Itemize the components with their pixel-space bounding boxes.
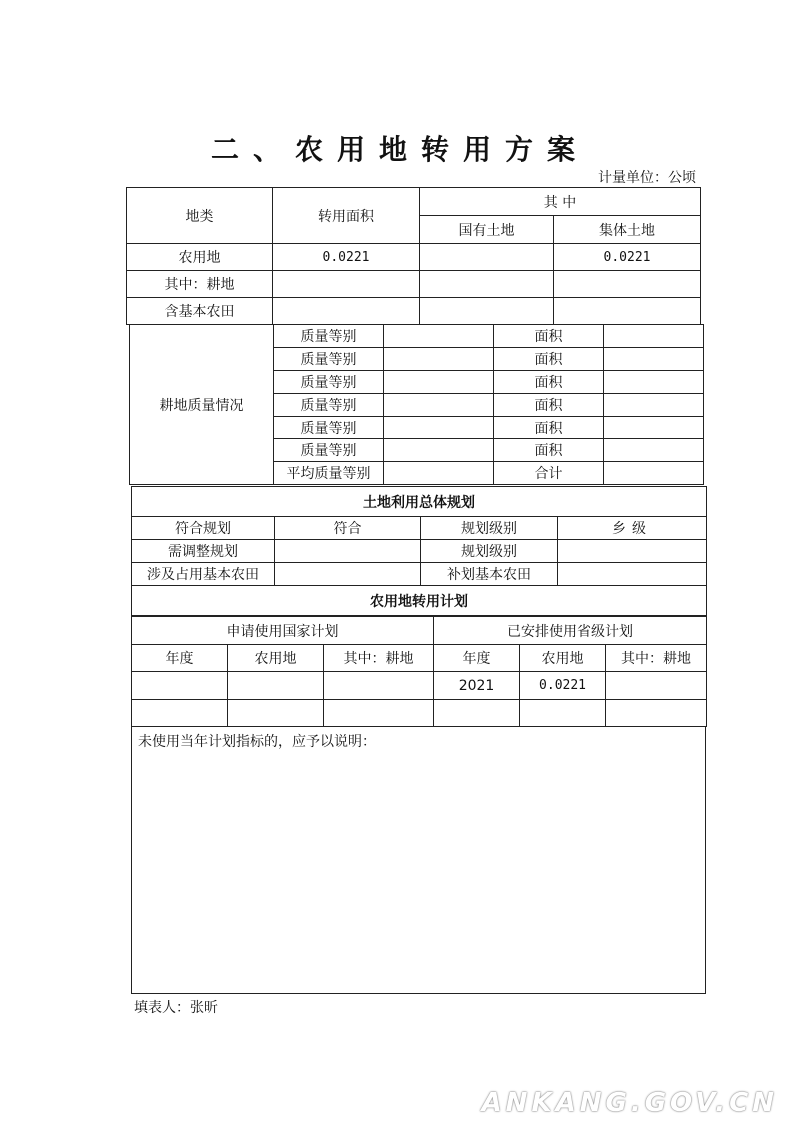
col-year: 年度	[132, 645, 228, 672]
explanation-box	[131, 726, 706, 994]
planning-section-title: 土地利用总体规划	[132, 487, 707, 517]
table-row	[132, 700, 707, 727]
planning-table	[131, 486, 707, 616]
page-title: 二、农用地转用方案	[210, 133, 589, 166]
grade-label: 质量等别	[274, 417, 384, 439]
provincial-cultivated	[606, 672, 707, 700]
row-collective: 0.0221	[554, 244, 701, 271]
land-type-table	[126, 187, 701, 325]
compensate-label: 补划基本农田	[421, 563, 558, 586]
header-of-which: 其 中	[420, 188, 701, 216]
occupy-label: 涉及占用基本农田	[132, 563, 275, 586]
col-cultivated: 其中：耕地	[324, 645, 434, 672]
quality-table	[129, 324, 704, 485]
grade-label: 质量等别	[274, 348, 384, 371]
row-area	[273, 271, 420, 298]
area-label: 面积	[494, 439, 604, 462]
grade-label: 质量等别	[274, 439, 384, 462]
area-label: 面积	[494, 371, 604, 394]
provincial-year: 2021	[434, 672, 520, 700]
avg-grade-value	[384, 462, 494, 485]
table-row	[127, 298, 701, 325]
header-collective-land: 集体土地	[554, 216, 701, 244]
provincial-plan-header: 已安排使用省级计划	[434, 617, 707, 645]
grade-label: 质量等别	[274, 371, 384, 394]
adjust-level-value	[558, 540, 707, 563]
avg-grade-label: 平均质量等别	[274, 462, 384, 485]
grade-label: 质量等别	[274, 394, 384, 417]
adjust-level-label: 规划级别	[421, 540, 558, 563]
row-label: 农用地	[127, 244, 273, 271]
national-plan-header: 申请使用国家计划	[132, 617, 434, 645]
adjust-value	[275, 540, 421, 563]
row-collective	[554, 271, 701, 298]
conforms-value: 符合	[275, 517, 421, 540]
row-state	[420, 244, 554, 271]
area-value	[604, 325, 704, 348]
row-label: 其中：耕地	[127, 271, 273, 298]
conversion-plan-section-title: 农用地转用计划	[132, 586, 707, 616]
plan-level-label: 规划级别	[421, 517, 558, 540]
area-value	[604, 439, 704, 462]
row-state	[420, 298, 554, 325]
grade-label: 质量等别	[274, 325, 384, 348]
measurement-unit: 计量单位：公顷	[598, 170, 696, 186]
conversion-plan-table	[131, 616, 707, 727]
quality-label: 耕地质量情况	[130, 325, 274, 485]
provincial-agri: 0.0221	[520, 672, 606, 700]
col-agri: 农用地	[228, 645, 324, 672]
conforms-label: 符合规划	[132, 517, 275, 540]
grade-value	[384, 439, 494, 462]
grade-value	[384, 394, 494, 417]
grade-value	[384, 371, 494, 394]
form-filler: 填表人：张昕	[134, 1000, 218, 1016]
grade-value	[384, 348, 494, 371]
grade-value	[384, 417, 494, 439]
row-area: 0.0221	[273, 244, 420, 271]
area-value	[604, 371, 704, 394]
area-label: 面积	[494, 325, 604, 348]
col-cultivated: 其中：耕地	[606, 645, 707, 672]
total-label: 合计	[494, 462, 604, 485]
table-row	[132, 672, 707, 700]
header-land-type: 地类	[127, 188, 273, 244]
table-row	[127, 244, 701, 271]
total-value	[604, 462, 704, 485]
area-label: 面积	[494, 417, 604, 439]
table-row	[127, 271, 701, 298]
plan-level-value: 乡级	[558, 517, 707, 540]
area-value	[604, 394, 704, 417]
header-conversion-area: 转用面积	[273, 188, 420, 244]
row-label: 含基本农田	[127, 298, 273, 325]
occupy-value	[275, 563, 421, 586]
row-area	[273, 298, 420, 325]
row-state	[420, 271, 554, 298]
adjust-label: 需调整规划	[132, 540, 275, 563]
area-value	[604, 348, 704, 371]
col-agri: 农用地	[520, 645, 606, 672]
site-watermark: ANKANG.GOV.CN	[481, 1088, 778, 1118]
header-state-land: 国有土地	[420, 216, 554, 244]
area-label: 面积	[494, 394, 604, 417]
col-year: 年度	[434, 645, 520, 672]
row-collective	[554, 298, 701, 325]
explanation-label: 未使用当年计划指标的，应予以说明：	[138, 734, 376, 750]
area-value	[604, 417, 704, 439]
compensate-value	[558, 563, 707, 586]
area-label: 面积	[494, 348, 604, 371]
grade-value	[384, 325, 494, 348]
